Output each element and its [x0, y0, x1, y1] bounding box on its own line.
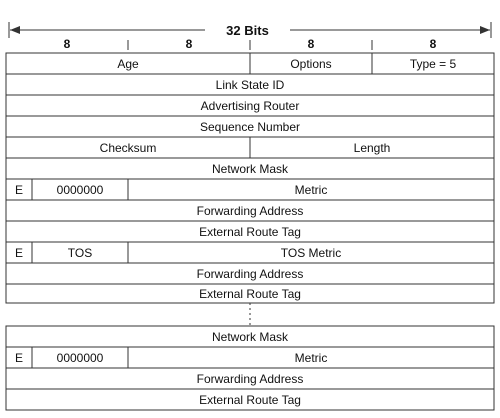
external-route-tag-field: External Route Tag	[199, 392, 301, 407]
tos-field: TOS	[67, 245, 93, 260]
checksum-field: Checksum	[99, 140, 157, 155]
length-field: Length	[353, 140, 391, 155]
octet-label: 8	[307, 37, 315, 51]
advertising-router-field: Advertising Router	[200, 98, 300, 113]
tos-metric-field: TOS Metric	[280, 245, 342, 260]
total-bits-label: 32 Bits	[226, 22, 269, 38]
type-field: Type = 5	[409, 56, 457, 71]
metric-field: Metric	[294, 182, 328, 197]
forwarding-address-field: Forwarding Address	[196, 203, 304, 218]
reserved-zeros-field: 0000000	[56, 350, 104, 365]
external-route-tag-field: External Route Tag	[199, 224, 301, 239]
network-mask-field: Network Mask	[211, 161, 288, 176]
e-bit-field: E	[14, 245, 23, 260]
octet-label: 8	[429, 37, 437, 51]
octet-label: 8	[185, 37, 193, 51]
age-field: Age	[117, 56, 139, 71]
options-field: Options	[290, 56, 332, 71]
forwarding-address-field: Forwarding Address	[196, 371, 304, 386]
e-bit-field: E	[14, 350, 23, 365]
forwarding-address-field: Forwarding Address	[196, 266, 304, 281]
e-bit-field: E	[14, 182, 23, 197]
right-arrowhead	[480, 26, 490, 34]
left-arrowhead	[10, 26, 20, 34]
link-state-id-field: Link State ID	[215, 77, 285, 92]
metric-field: Metric	[294, 350, 328, 365]
octet-label: 8	[63, 37, 71, 51]
reserved-zeros-field: 0000000	[56, 182, 104, 197]
sequence-number-field: Sequence Number	[199, 119, 301, 134]
network-mask-field: Network Mask	[211, 329, 288, 344]
external-route-tag-field: External Route Tag	[199, 286, 301, 301]
